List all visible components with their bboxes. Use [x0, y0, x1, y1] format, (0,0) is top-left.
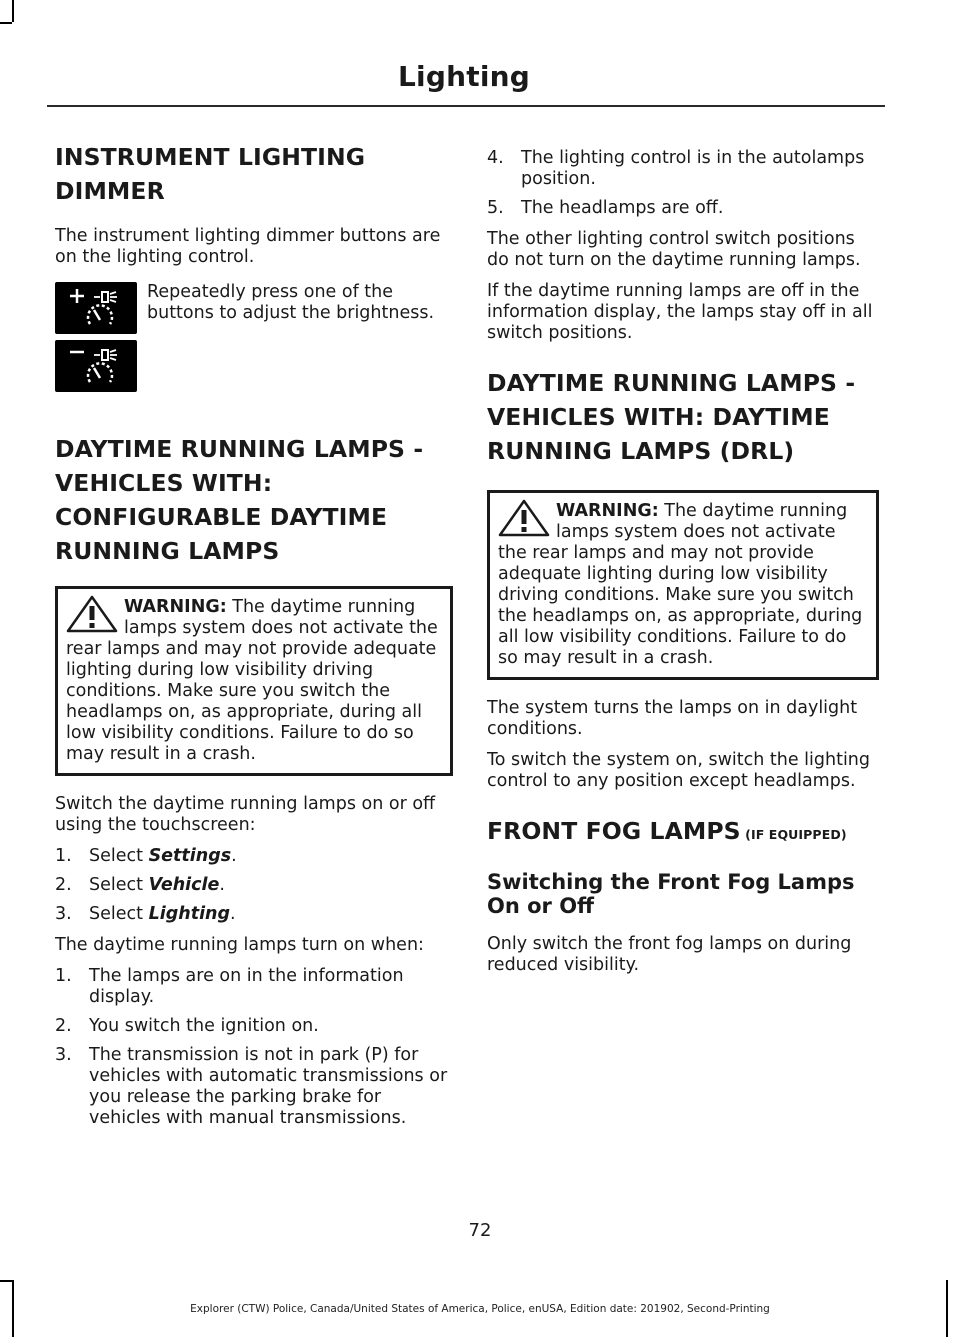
warning-text: The daytime running lamps system does not activate the rear lamps and may not provide adequate lighting during low visibility driving conditions. Make sure you switch the headlamps on, as appropriate, during all low visibility conditions. Failure to do so may result in a crash.	[66, 597, 438, 764]
dimmer-icons	[55, 282, 137, 392]
dimmer-increase-icon	[55, 282, 137, 334]
crop-mark	[12, 0, 14, 22]
paragraph-switch-touchscreen: Switch the daytime running lamps on or off using the touchscreen:	[55, 794, 436, 835]
list-item: 2. Select Vehicle.	[55, 875, 225, 895]
page-header-title: Lighting	[398, 60, 530, 93]
paragraph-fog-reduced-visibility: Only switch the front fog lamps on during reduced visibility.	[487, 934, 852, 975]
list-item: 3. Select Lighting.	[55, 904, 236, 924]
paragraph-press-buttons: Repeatedly press one of the buttons to adjust the brightness.	[147, 282, 435, 323]
drl-conditions-list-continued	[487, 148, 879, 219]
touchscreen-steps-list	[55, 846, 453, 925]
crop-mark	[0, 22, 12, 24]
warning-triangle-icon	[66, 595, 118, 633]
list-item: 1. The lamps are on in the information display.	[55, 966, 404, 1007]
heading-instrument-lighting-dimmer: INSTRUMENT LIGHTING DIMMER	[55, 143, 366, 205]
list-item: 3. The transmission is not in park (P) for vehicles with automatic transmissions or you release the parking brake for vehicles with manual transmissions.	[55, 1045, 448, 1128]
paragraph-drl-turn-on-when: The daytime running lamps turn on when:	[55, 935, 424, 955]
warning-label: WARNING:	[556, 501, 659, 521]
page-number: 72	[468, 1220, 492, 1241]
if-equipped-label: (IF EQUIPPED)	[740, 827, 847, 842]
warning-paragraph	[66, 597, 442, 765]
paragraph-lamps-off: If the daytime running lamps are off in the information display, the lamps stay off in all switch positions.	[487, 281, 873, 343]
header-rule	[47, 105, 885, 107]
paragraph-switch-system-on: To switch the system on, switch the lighting control to any position except headlamps.	[487, 750, 871, 791]
drl-conditions-list	[55, 966, 453, 1129]
page-footer: Explorer (CTW) Police, Canada/United States of America, Police, enUSA, Edition date: 201902, Second-Printing	[190, 1303, 770, 1315]
subheading-switching-fog-lamps: Switching the Front Fog Lamps On or Off	[487, 870, 855, 918]
warning-paragraph	[498, 501, 868, 669]
warning-box	[55, 586, 453, 776]
right-column	[487, 148, 879, 986]
dimmer-buttons-figure	[55, 282, 453, 392]
heading-drl-vehicles: DAYTIME RUNNING LAMPS - VEHICLES WITH: DAYTIME RUNNING LAMPS (DRL)	[487, 369, 856, 465]
dimmer-decrease-icon	[55, 340, 137, 392]
paragraph-dimmer-location: The instrument lighting dimmer buttons are on the lighting control.	[55, 226, 441, 267]
menu-lighting: Lighting	[148, 904, 231, 924]
list-item: 2. You switch the ignition on.	[55, 1016, 319, 1036]
warning-triangle-icon	[498, 499, 550, 537]
warning-text: The daytime running lamps system does not activate the rear lamps and may not provide adequate lighting during low visibility driving conditions. Make sure you switch the headlamps on, as appropriate, during all low visibility conditions. Failure to do so may result in a crash.	[498, 501, 863, 668]
paragraph-daylight: The system turns the lamps on in daylight conditions.	[487, 698, 858, 739]
paragraph-other-positions: The other lighting control switch positions do not turn on the daytime running lamps.	[487, 229, 861, 270]
list-item: 1. Select Settings.	[55, 846, 237, 866]
left-column	[55, 140, 453, 1139]
heading-configurable-drl: DAYTIME RUNNING LAMPS - VEHICLES WITH: CONFIGURABLE DAYTIME RUNNING LAMPS	[55, 435, 424, 565]
list-item: 4. The lighting control is in the autolamps position.	[487, 148, 865, 189]
list-item: 5. The headlamps are off.	[487, 198, 724, 218]
menu-settings: Settings	[148, 846, 232, 866]
warning-box	[487, 490, 879, 680]
crop-mark	[0, 1280, 12, 1282]
warning-label: WARNING:	[124, 597, 227, 617]
heading-front-fog-lamps: FRONT FOG LAMPS (IF EQUIPPED)	[487, 817, 847, 845]
menu-vehicle: Vehicle	[148, 875, 220, 895]
